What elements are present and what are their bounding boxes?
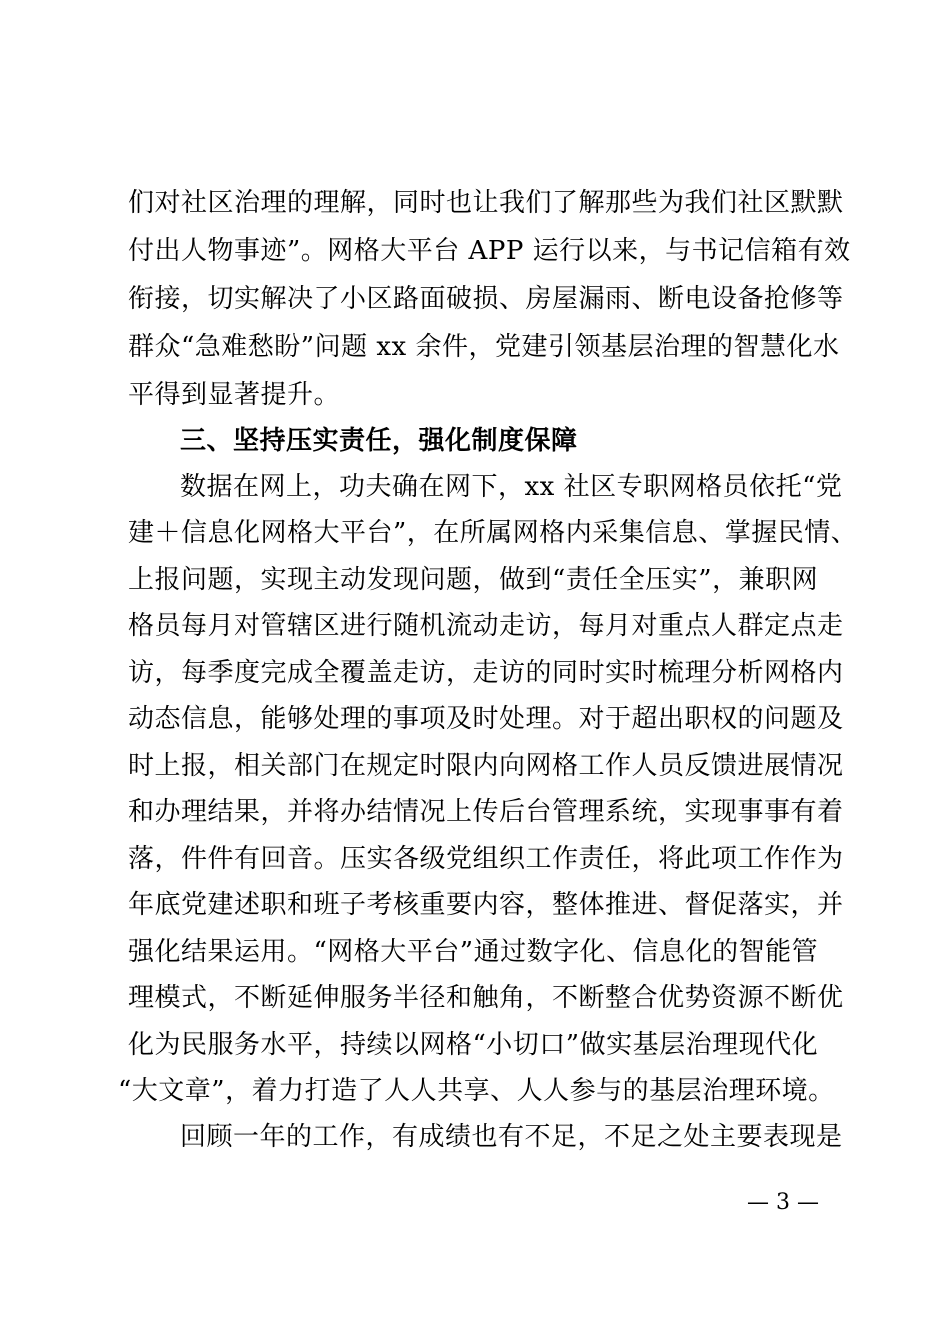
page-number: — 3 — (747, 1190, 819, 1215)
paragraph-line-7: 建＋信息化网格大平台”，在所属网格内采集信息、掌握民情、 (128, 518, 858, 548)
paragraph-line-20: 回顾一年的工作，有成绩也有不足，不足之处主要表现是 (180, 1122, 843, 1152)
paragraph-line-16: 强化结果运用。“网格大平台”通过数字化、信息化的智能管 (128, 937, 819, 967)
paragraph-line-12: 时上报，相关部门在规定时限内向网格工作人员反馈进展情况 (128, 751, 844, 781)
paragraph-line-9: 格员每月对管辖区进行随机流动走访，每月对重点人群定点走 (128, 611, 844, 641)
paragraph-line-18: 化为民服务水平，持续以网格“小切口”做实基层治理现代化 (128, 1030, 819, 1060)
section-heading: 三、坚持压实责任，强化制度保障 (180, 426, 578, 456)
paragraph-line-19: “大文章”，着力打造了人人共享、人人参与的基层治理环境。 (118, 1076, 835, 1106)
paragraph-line-2: 付出人物事迹”。网格大平台 APP 运行以来，与书记信箱有效 (128, 236, 851, 266)
paragraph-line-6: 数据在网上，功夫确在网下，xx 社区专职网格员依托“党 (180, 472, 843, 502)
paragraph-line-17: 理模式，不断延伸服务半径和触角，不断整合优势资源不断优 (128, 983, 844, 1013)
paragraph-line-3: 衔接，切实解决了小区路面破损、房屋漏雨、断电设备抢修等 (128, 284, 844, 314)
paragraph-line-4: 群众“急难愁盼”问题 xx 余件，党建引领基层治理的智慧化水 (128, 332, 840, 362)
paragraph-line-15: 年底党建述职和班子考核重要内容，整体推进、督促落实，并 (128, 890, 844, 920)
paragraph-line-1: 们对社区治理的理解，同时也让我们了解那些为我们社区默默 (128, 188, 844, 218)
paragraph-line-8: 上报问题，实现主动发现问题，做到“责任全压实”，兼职网 (128, 565, 819, 595)
paragraph-line-10: 访，每季度完成全覆盖走访，走访的同时实时梳理分析网格内 (128, 658, 844, 688)
paragraph-line-5: 平得到显著提升。 (128, 380, 341, 410)
paragraph-line-14: 落，件件有回音。压实各级党组织工作责任，将此项工作作为 (128, 844, 844, 874)
paragraph-line-11: 动态信息，能够处理的事项及时处理。对于超出职权的问题及 (128, 704, 844, 734)
paragraph-line-13: 和办理结果，并将办结情况上传后台管理系统，实现事事有着 (128, 797, 844, 827)
